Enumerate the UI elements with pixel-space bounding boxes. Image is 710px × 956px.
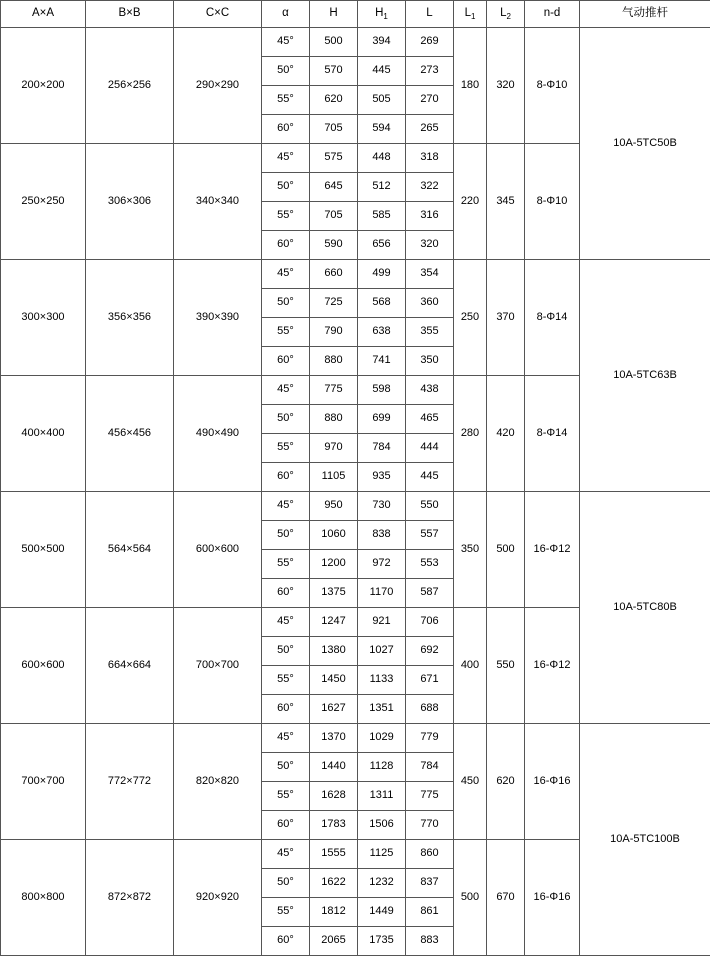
cell-cc: 820×820 [174, 724, 262, 840]
cell-rod: 10A-5TC80B [580, 492, 710, 724]
table-row [1, 724, 710, 753]
cell-aa: 250×250 [1, 144, 86, 260]
cell-h1: 394 [358, 28, 406, 57]
cell-alpha: 60° [262, 347, 310, 376]
cell-alpha: 45° [262, 840, 310, 869]
cell-l: 861 [406, 898, 454, 927]
header-row [1, 1, 710, 28]
cell-alpha: 55° [262, 86, 310, 115]
cell-bb: 306×306 [86, 144, 174, 260]
cell-h: 880 [310, 347, 358, 376]
cell-l: 688 [406, 695, 454, 724]
cell-cc: 920×920 [174, 840, 262, 956]
cell-h1: 638 [358, 318, 406, 347]
column-header-alpha: α [262, 1, 310, 28]
cell-cc: 290×290 [174, 28, 262, 144]
cell-nd: 16-Φ16 [525, 840, 580, 956]
cell-l: 784 [406, 753, 454, 782]
cell-h1: 445 [358, 57, 406, 86]
column-header-h: H [310, 1, 358, 28]
cell-h1: 1351 [358, 695, 406, 724]
cell-h1: 784 [358, 434, 406, 463]
cell-h1: 568 [358, 289, 406, 318]
cell-l: 444 [406, 434, 454, 463]
cell-h: 660 [310, 260, 358, 289]
cell-h1: 741 [358, 347, 406, 376]
cell-l1: 280 [454, 376, 487, 492]
cell-h: 620 [310, 86, 358, 115]
cell-l: 273 [406, 57, 454, 86]
cell-bb: 256×256 [86, 28, 174, 144]
cell-l2: 550 [487, 608, 525, 724]
cell-h: 705 [310, 202, 358, 231]
cell-cc: 340×340 [174, 144, 262, 260]
cell-alpha: 60° [262, 115, 310, 144]
cell-h1: 1029 [358, 724, 406, 753]
cell-aa: 400×400 [1, 376, 86, 492]
cell-l: 360 [406, 289, 454, 318]
cell-h1: 1125 [358, 840, 406, 869]
cell-alpha: 45° [262, 376, 310, 405]
cell-l2: 500 [487, 492, 525, 608]
cell-h: 1783 [310, 811, 358, 840]
cell-alpha: 60° [262, 695, 310, 724]
cell-l: 316 [406, 202, 454, 231]
column-header-l2: $L_2$ [487, 1, 525, 28]
cell-h1: 499 [358, 260, 406, 289]
cell-h: 1812 [310, 898, 358, 927]
cell-l: 320 [406, 231, 454, 260]
cell-alpha: 55° [262, 782, 310, 811]
cell-h: 575 [310, 144, 358, 173]
cell-h: 1450 [310, 666, 358, 695]
cell-aa: 200×200 [1, 28, 86, 144]
cell-l: 265 [406, 115, 454, 144]
cell-h: 590 [310, 231, 358, 260]
cell-cc: 700×700 [174, 608, 262, 724]
cell-l: 270 [406, 86, 454, 115]
cell-l: 706 [406, 608, 454, 637]
cell-alpha: 45° [262, 724, 310, 753]
column-header-rod: 气动推杆 [580, 1, 710, 28]
cell-l: 318 [406, 144, 454, 173]
cell-cc: 390×390 [174, 260, 262, 376]
cell-h: 705 [310, 115, 358, 144]
cell-nd: 8-Φ10 [525, 144, 580, 260]
table-header [1, 1, 710, 28]
cell-bb: 772×772 [86, 724, 174, 840]
cell-alpha: 50° [262, 637, 310, 666]
cell-l: 557 [406, 521, 454, 550]
cell-alpha: 45° [262, 28, 310, 57]
cell-nd: 8-Φ14 [525, 376, 580, 492]
cell-aa: 600×600 [1, 608, 86, 724]
cell-l1: 250 [454, 260, 487, 376]
cell-alpha: 60° [262, 927, 310, 956]
cell-h1: 594 [358, 115, 406, 144]
cell-h1: 972 [358, 550, 406, 579]
cell-l1: 400 [454, 608, 487, 724]
cell-h: 1627 [310, 695, 358, 724]
cell-h1: 1133 [358, 666, 406, 695]
cell-h1: 1735 [358, 927, 406, 956]
cell-alpha: 55° [262, 898, 310, 927]
cell-rod: 10A-5TC63B [580, 260, 710, 492]
cell-h1: 512 [358, 173, 406, 202]
cell-h: 1380 [310, 637, 358, 666]
cell-l: 587 [406, 579, 454, 608]
cell-h1: 656 [358, 231, 406, 260]
cell-h: 775 [310, 376, 358, 405]
cell-alpha: 50° [262, 289, 310, 318]
cell-alpha: 55° [262, 550, 310, 579]
cell-bb: 564×564 [86, 492, 174, 608]
cell-l: 775 [406, 782, 454, 811]
column-header-l1: $L_1$ [454, 1, 487, 28]
cell-nd: 16-Φ16 [525, 724, 580, 840]
cell-l: 550 [406, 492, 454, 521]
cell-bb: 356×356 [86, 260, 174, 376]
cell-l: 354 [406, 260, 454, 289]
cell-alpha: 55° [262, 202, 310, 231]
cell-l: 779 [406, 724, 454, 753]
cell-h1: 838 [358, 521, 406, 550]
table-row [1, 492, 710, 521]
cell-h: 1370 [310, 724, 358, 753]
table-row [1, 260, 710, 289]
cell-h1: 935 [358, 463, 406, 492]
cell-alpha: 50° [262, 869, 310, 898]
cell-aa: 500×500 [1, 492, 86, 608]
cell-cc: 490×490 [174, 376, 262, 492]
cell-aa: 700×700 [1, 724, 86, 840]
cell-l2: 370 [487, 260, 525, 376]
cell-l: 322 [406, 173, 454, 202]
cell-h: 500 [310, 28, 358, 57]
cell-h1: 1449 [358, 898, 406, 927]
cell-alpha: 50° [262, 173, 310, 202]
cell-h1: 730 [358, 492, 406, 521]
cell-alpha: 60° [262, 463, 310, 492]
cell-nd: 8-Φ10 [525, 28, 580, 144]
cell-h: 880 [310, 405, 358, 434]
cell-rod: 10A-5TC100B [580, 724, 710, 956]
cell-h1: 1170 [358, 579, 406, 608]
cell-l: 269 [406, 28, 454, 57]
cell-aa: 800×800 [1, 840, 86, 956]
cell-h: 570 [310, 57, 358, 86]
cell-alpha: 45° [262, 260, 310, 289]
cell-aa: 300×300 [1, 260, 86, 376]
column-header-l: L [406, 1, 454, 28]
cell-alpha: 60° [262, 579, 310, 608]
column-header-aa: A×A [1, 1, 86, 28]
cell-l1: 350 [454, 492, 487, 608]
table-body [1, 28, 710, 956]
cell-bb: 664×664 [86, 608, 174, 724]
cell-nd: 16-Φ12 [525, 492, 580, 608]
cell-l: 770 [406, 811, 454, 840]
cell-h: 645 [310, 173, 358, 202]
cell-h1: 1311 [358, 782, 406, 811]
cell-h: 970 [310, 434, 358, 463]
cell-h: 790 [310, 318, 358, 347]
cell-l2: 320 [487, 28, 525, 144]
cell-l1: 450 [454, 724, 487, 840]
column-header-cc: C×C [174, 1, 262, 28]
cell-alpha: 45° [262, 608, 310, 637]
cell-nd: 16-Φ12 [525, 608, 580, 724]
cell-l2: 420 [487, 376, 525, 492]
table-row [1, 28, 710, 57]
cell-l: 445 [406, 463, 454, 492]
cell-h: 1628 [310, 782, 358, 811]
cell-l2: 670 [487, 840, 525, 956]
cell-h: 1622 [310, 869, 358, 898]
cell-l: 355 [406, 318, 454, 347]
cell-l: 692 [406, 637, 454, 666]
cell-l: 860 [406, 840, 454, 869]
cell-h: 2065 [310, 927, 358, 956]
cell-bb: 872×872 [86, 840, 174, 956]
cell-h: 1375 [310, 579, 358, 608]
cell-l1: 220 [454, 144, 487, 260]
cell-h: 1105 [310, 463, 358, 492]
cell-h: 1555 [310, 840, 358, 869]
cell-h: 1247 [310, 608, 358, 637]
cell-l: 671 [406, 666, 454, 695]
cell-alpha: 50° [262, 753, 310, 782]
cell-h1: 1128 [358, 753, 406, 782]
cell-h1: 598 [358, 376, 406, 405]
cell-l1: 500 [454, 840, 487, 956]
cell-alpha: 50° [262, 405, 310, 434]
cell-cc: 600×600 [174, 492, 262, 608]
cell-alpha: 50° [262, 521, 310, 550]
cell-rod: 10A-5TC50B [580, 28, 710, 260]
cell-h1: 1232 [358, 869, 406, 898]
cell-l: 465 [406, 405, 454, 434]
cell-h: 950 [310, 492, 358, 521]
cell-l2: 620 [487, 724, 525, 840]
cell-l: 438 [406, 376, 454, 405]
column-header-h1: $H_1$ [358, 1, 406, 28]
column-header-nd: n-d [525, 1, 580, 28]
cell-alpha: 45° [262, 144, 310, 173]
cell-alpha: 55° [262, 318, 310, 347]
cell-l1: 180 [454, 28, 487, 144]
cell-h1: 448 [358, 144, 406, 173]
cell-h1: 921 [358, 608, 406, 637]
cell-l: 350 [406, 347, 454, 376]
cell-h: 725 [310, 289, 358, 318]
cell-h: 1200 [310, 550, 358, 579]
cell-nd: 8-Φ14 [525, 260, 580, 376]
cell-l: 883 [406, 927, 454, 956]
cell-h1: 585 [358, 202, 406, 231]
cell-h: 1440 [310, 753, 358, 782]
cell-alpha: 50° [262, 57, 310, 86]
cell-h1: 1506 [358, 811, 406, 840]
column-header-bb: B×B [86, 1, 174, 28]
cell-l: 837 [406, 869, 454, 898]
cell-h1: 505 [358, 86, 406, 115]
cell-bb: 456×456 [86, 376, 174, 492]
cell-alpha: 60° [262, 231, 310, 260]
cell-l: 553 [406, 550, 454, 579]
cell-alpha: 55° [262, 434, 310, 463]
cell-l2: 345 [487, 144, 525, 260]
cell-alpha: 45° [262, 492, 310, 521]
cell-h1: 1027 [358, 637, 406, 666]
cell-alpha: 55° [262, 666, 310, 695]
cell-h: 1060 [310, 521, 358, 550]
cell-h1: 699 [358, 405, 406, 434]
cell-alpha: 60° [262, 811, 310, 840]
